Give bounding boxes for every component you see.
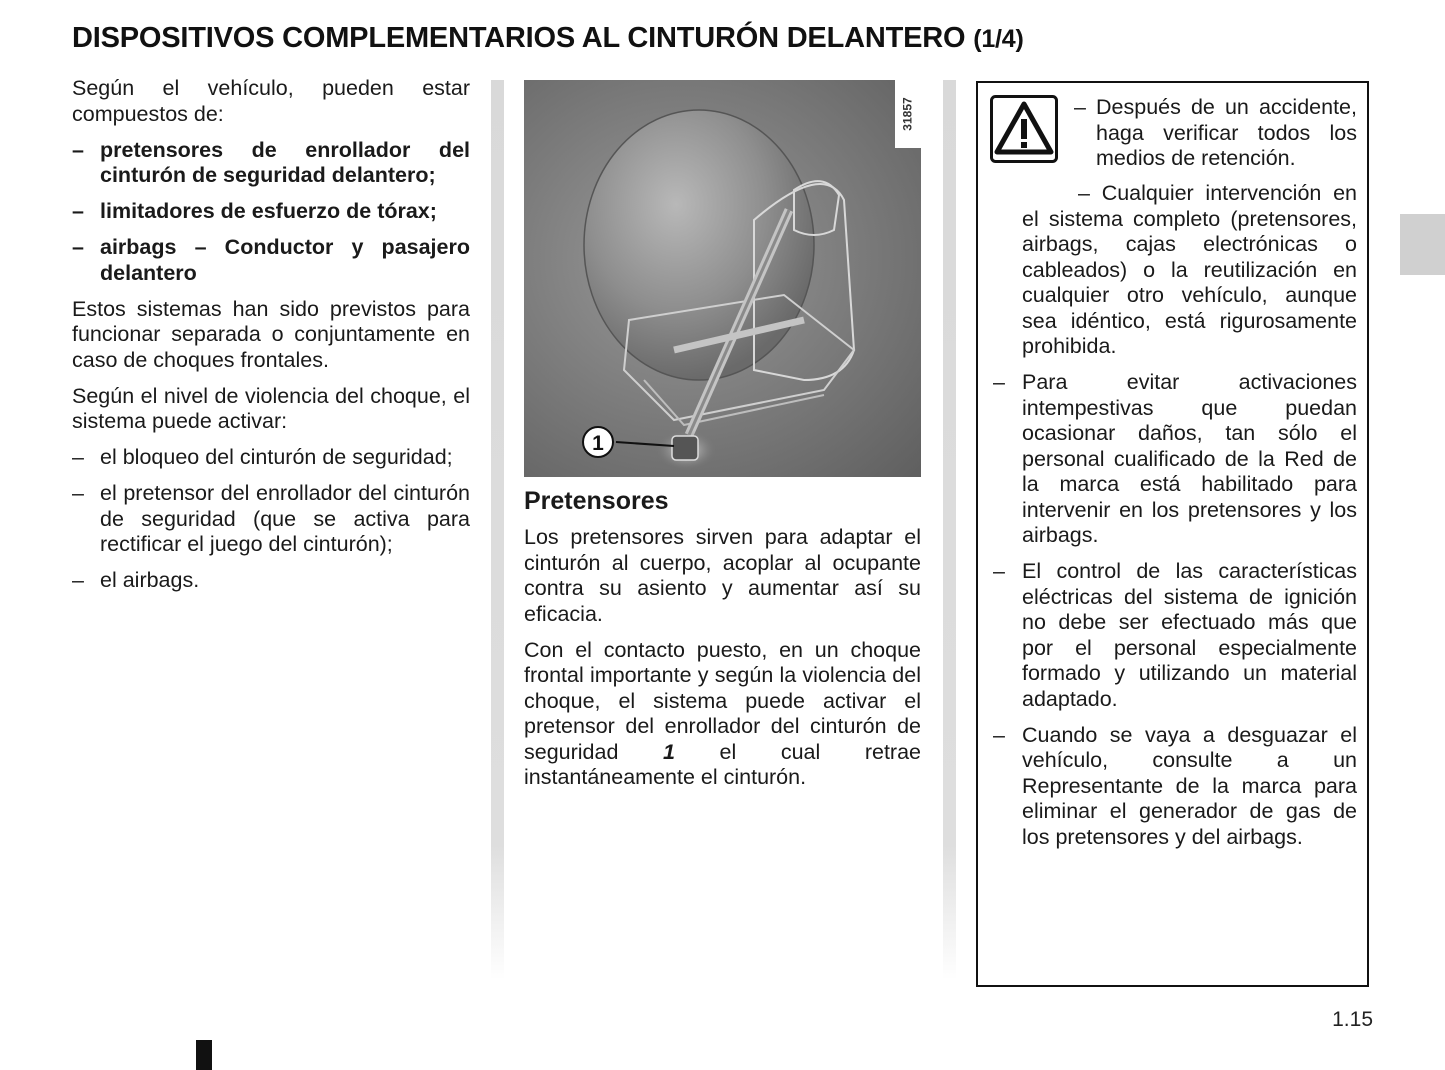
column-left bbox=[72, 76, 470, 604]
device-item: – limitadores de esfuerzo de tórax; bbox=[72, 199, 470, 225]
activation-item: – el bloqueo del cinturón de seguridad; bbox=[72, 445, 470, 471]
column-middle bbox=[524, 80, 921, 801]
callout-label: 1 bbox=[592, 432, 604, 455]
activation-text-end: el cual retrae instantáneamente el cinturón. bbox=[524, 739, 921, 789]
warning-box bbox=[976, 81, 1369, 987]
warning-item: – El control de las características eléctricas del sistema de ignición no debe ser efectuado más que por el personal especialmente formado y utilizando un material adaptado. bbox=[993, 559, 1357, 712]
intro-paragraph: Según el vehículo, pueden estar compuestos de: bbox=[72, 76, 470, 126]
device-item: – pretensores de enrollador del cinturón de seguridad delantero; bbox=[72, 138, 470, 189]
column-divider-left bbox=[491, 80, 504, 980]
activation-item: – el pretensor del enrollador del cinturón de seguridad (que se activa para rectificar el juego del cinturón); bbox=[72, 481, 470, 558]
pretensioners-paragraph: Los pretensores sirven para adaptar el cinturón al cuerpo, acoplar al ocupante contra su asiento y aumentar así su eficacia. bbox=[524, 525, 921, 626]
callout-reference: 1 bbox=[663, 739, 675, 764]
pretensioners-heading: Pretensores bbox=[524, 487, 669, 515]
figure-code: 31857 bbox=[900, 97, 915, 131]
activation-item: – el airbags. bbox=[72, 568, 470, 594]
title-part: (1/4) bbox=[973, 25, 1024, 53]
warning-list bbox=[993, 181, 1357, 861]
activation-text: Con el contacto puesto, en un choque frontal importante y según la violencia del choque, el sistema puede activar el pretensor del enrollador del cinturón de seguridad bbox=[524, 637, 921, 764]
pretensioner-illustration bbox=[524, 80, 921, 477]
section-tab bbox=[1400, 214, 1445, 275]
page-edge-mark bbox=[196, 1040, 212, 1070]
page-number: 1.15 bbox=[1332, 1008, 1373, 1031]
warning-triangle-icon bbox=[990, 95, 1058, 163]
activation-paragraph bbox=[524, 638, 921, 791]
figure-code-label bbox=[895, 80, 921, 148]
seat-airbag-drawing bbox=[524, 80, 921, 477]
airbag-shape bbox=[584, 110, 814, 380]
warning-item: – Después de un accidente, haga verificar todos los medios de retención. bbox=[1074, 95, 1357, 172]
title-text: DISPOSITIVOS COMPLEMENTARIOS AL CINTURÓN DELANTERO bbox=[72, 22, 966, 54]
retractor bbox=[672, 436, 698, 460]
systems-paragraph: Estos sistemas han sido previstos para funcionar separada o conjuntamente en caso de choques frontales. bbox=[72, 296, 470, 372]
warning-item: – Cualquier intervención en el sistema completo (pretensores, airbags, cajas electrónicas o cableados) o la reutilización en cualquier otro vehículo, aunque sea idéntico, está rigurosamente prohibida. bbox=[1022, 181, 1357, 358]
page-title bbox=[72, 22, 1024, 55]
column-divider-right bbox=[943, 80, 956, 980]
warning-first-item bbox=[1074, 95, 1357, 182]
device-item: – airbags – Conductor y pasajero delantero bbox=[72, 235, 470, 286]
activation-intro: Según el nivel de violencia del choque, el sistema puede activar: bbox=[72, 383, 470, 433]
warning-item: – Cuando se vaya a desguazar el vehículo, consulte a un Representante de la marca para eliminar el generador de gas de los pretensores y del airbags. bbox=[993, 723, 1357, 851]
warning-item: – Para evitar activaciones intempestivas que puedan ocasionar daños, tan sólo el personal cualificado de la Red de la marca está habilitado para intervenir en los pretensores y los airbags. bbox=[993, 370, 1357, 549]
